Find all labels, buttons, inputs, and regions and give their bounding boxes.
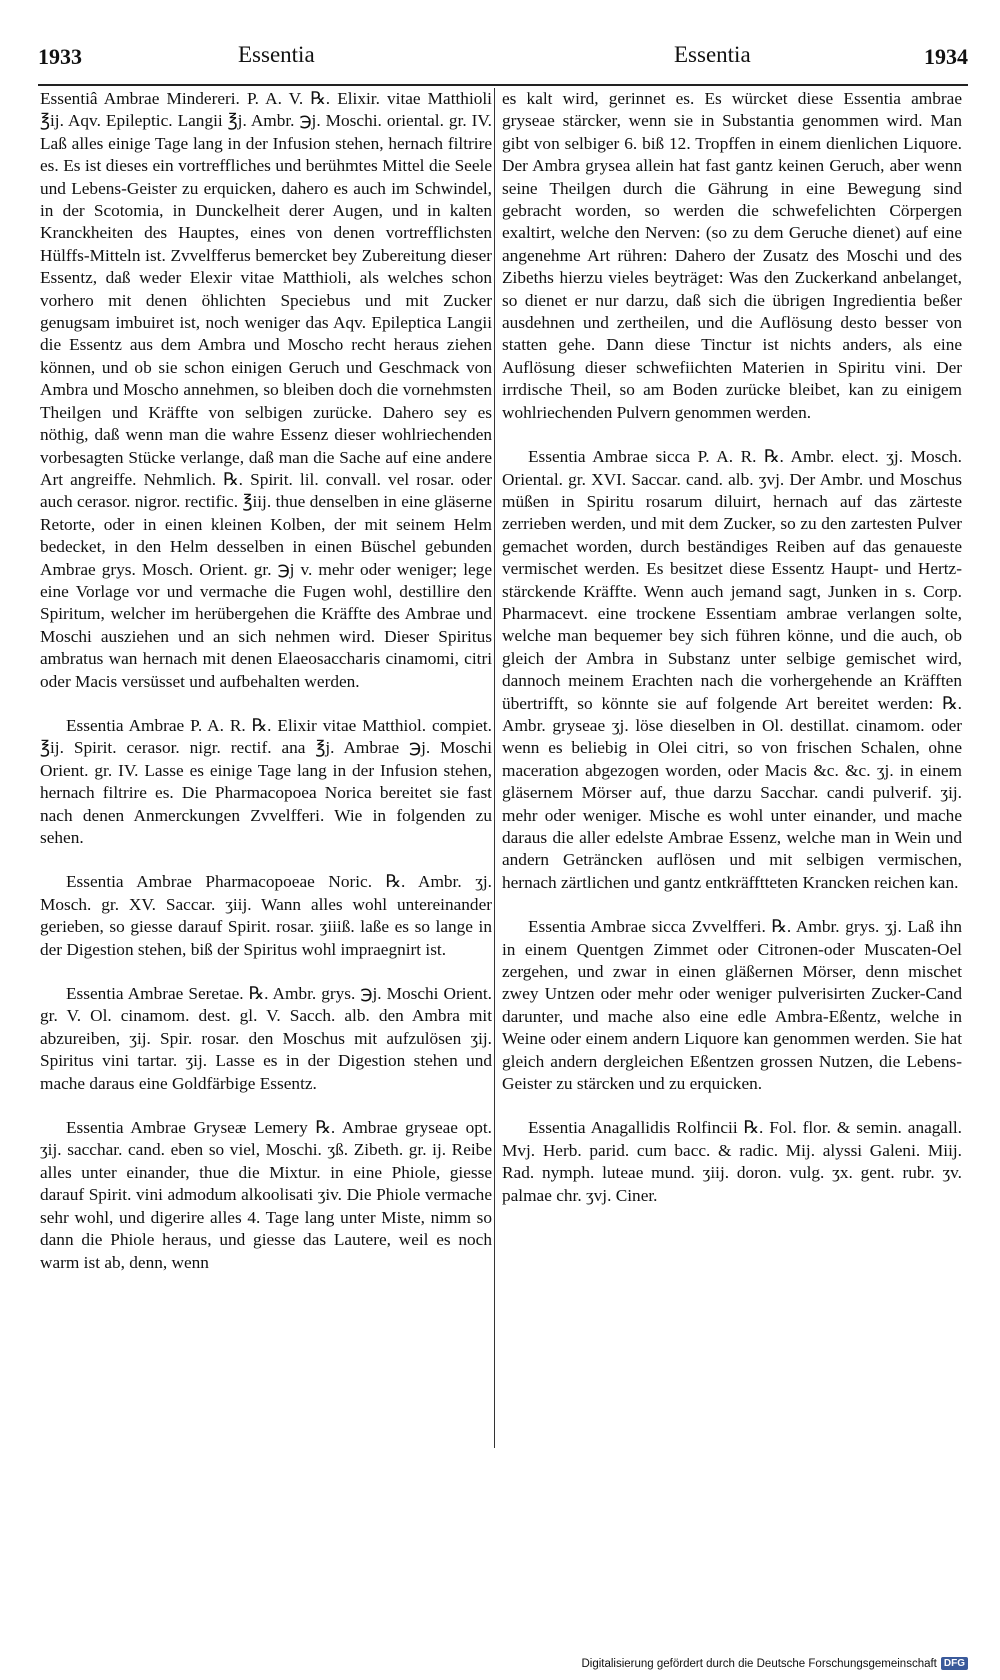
running-title-left: Essentia: [238, 42, 315, 67]
entry-paragraph: es kalt wird, gerinnet es. Es würcket diese Essentia ambrae gryseae stärcker, wenn sie in Substantia genommen wird. Man gibt von selbiger 6. biß 12. Tropffen in einem dienlichen Liquore. Der Ambra grysea allein hat fast gantz keinen Geruch, aber wenn seine Theilgen durch die Gährung in eine Bewegung sind gebracht worden, so werden die schwefelichten Cörpergen exaltirt, welche den Nerven: (so zu dem Geruche dienet) auf eine angenehme Art rühren: Dahero der Zusatz des Moschi und des Zibeths hierzu vieles beyträget: Was den Zuckerkand anbelanget, so dienet er nur darzu, daß sich die übrigen Ingredientia beßer ausdehnen und zertheilen, und die Auflösung desto besser von statten gehe. Dann diese Tinctur ist nichts anders, als eine Auflösung dieser schwefiichten Materien in Spiritu vini. Der irrdische Theil, so am Boden zurücke bleibet, kan zu einigem wohlriechenden Pulvern genommen werden.: [502, 89, 962, 422]
entry-paragraph: Essentia Anagallidis Rolfincii ℞. Fol. flor. & semin. anagall. Mvj. Herb. parid. cum bacc. & radic. Mij. alyssi Galeni. Miij. Rad. nymph. luteae mund. ʒiij. doron. vulg. ʒx. gent. rubr. ʒv. palmae chr. ʒvj. Ciner.: [502, 1118, 962, 1205]
left-column: [40, 88, 492, 1274]
page-number-right: 1934: [924, 44, 968, 69]
entry-paragraph: Essentiâ Ambrae Mindereri. P. A. V. ℞. Elixir. vitae Matthioli ℥ij. Aqv. Epileptic. Langii ℥j. Ambr. ℈j. Moschi. oriental. gr. IV. Laß alles einige Tage lang in der Infusion stehen, hernach filtrire es. Es ist dieses ein vortreffliches und berühmtes Mittel die Seele und Lebens-Geister zu erquicken, dahero es auch im Schwindel, in der Scotomia, in Dunckelheit derer Augen, und in kalten Kranckheiten des Hauptes, eines von denen vortrefflichsten Hülffs-Mitteln ist. Zvvelfferus bemercket bey Zubereitung dieser Essentz, daß weder Elexir vitae Matthioli, als welches schon vorhero mit denen öhlichten Speciebus und mit Zucker genugsam imbuiret ist, noch weniger das Aqv. Epileptica Langii die Essentz aus dem Ambra und Moscho recht heraus ziehen können, und ob sie schon einigen Geruch und Geschmack von Ambra und Moscho annehmen, so bleiben doch die vornehmsten Theilgen und Kräffte von selbigen zurücke. Dahero sey es nöthig, daß wenn man die wahre Essenz dieser wohlriechenden vorbesagten Stücke verlange, daß man die Sache auf eine andere Art angreiffe. Nehmlich. ℞. Spirit. lil. convall. vel rosar. oder auch cerasor. nigror. rectific. ℥iij. thue denselben in eine gläserne Retorte, oder in einen kleinen Kolben, der mit seinem Helm bedecket, in den Helm desselben in einen Büschel gebunden Ambrae grys. Mosch. Orient. gr. ℈j v. mehr oder weniger; lege eine Vorlage vor und vermache die Fugen wohl, destillire den Spiritum, welcher im herübergehen die Kräffte des Ambrae und Moschi ausziehen und an sich nehmen wird. Dieser Spiritus ambratus wan hernach mit denen Elaeosaccharis cinamomi, citri oder Macis versüsset und aufbehalten werden.: [40, 89, 492, 691]
page-header: [38, 40, 968, 80]
header-rule: [38, 84, 968, 86]
digitization-credit: [581, 1657, 968, 1670]
credit-text: Digitalisierung gefördert durch die Deutsche Forschungsgemeinschaft: [581, 1657, 937, 1670]
entry-paragraph: Essentia Ambrae Pharmacopoeae Noric. ℞. Ambr. ʒj. Mosch. gr. XV. Saccar. ʒiij. Wann alles wohl untereinander gerieben, so giesse darauf Spirit. rosar. ʒiiiß. laße es so lange in der Digestion stehen, biß der Spiritus wohl impraegnirt ist.: [40, 872, 492, 959]
running-title-right: Essentia: [674, 42, 751, 67]
dfg-logo: DFG: [941, 1657, 968, 1670]
entry-paragraph: Essentia Ambrae sicca P. A. R. ℞. Ambr. elect. ʒj. Mosch. Oriental. gr. XVI. Saccar. cand. alb. ʒvj. Der Ambr. und Moschus müßen in Spiritu rosarum diluirt, hernach auf das zärteste zerrieben werden, und mit dem Zucker, so zu den zartesten Pulver gemachet worden, durch beständiges Reiben auf das genaueste vermischet werden. Es besitzet diese Essentz Haupt- und Hertz-stärckende Kräffte. Wenn auch jemand sagt, Junken in s. Corp. Pharmacevt. eine trockene Essentiam ambrae verlangen solte, welche man bequemer bey sich führen könne, und die auch, ob gleich der Ambra in Substanz unter selbige gemischet wird, dannoch meinem Erachten nach die vorhergehende an Kräfften übertrifft, so könnte sie auf folgende Art bereitet werden: ℞. Ambr. gryseae ʒj. löse dieselben in Ol. destillat. cinamom. oder wenn es beliebig in Olei citri, so von frischen Schalen, ohne maceration abgezogen worden, oder Macis &c. &c. ʒj. in einem gläsernem Mörser auf, thue darzu Sacchar. candi pulverif. ʒij. mehr oder weniger. Mische es wohl unter einander, und mache daraus die aller edelste Ambrae Essenz, welche man in Wein und andern Geträncken auflösen und mit selbigen vermischen, hernach zärtlichen und gantz entkräfftteten Krancken reichen kan.: [502, 447, 962, 892]
right-column: [502, 88, 962, 1207]
entry-paragraph: Essentia Ambrae Seretae. ℞. Ambr. grys. ℈j. Moschi Orient. gr. V. Ol. cinamom. dest. gl. V. Sacch. alb. den Ambra mit abzureiben, ʒij. Spir. rosar. den Moschus mit aufzulösen ʒij. Spiritus vini tartar. ʒij. Lasse es in der Digestion stehen und mache daraus eine Goldfärbige Essentz.: [40, 984, 492, 1093]
entry-paragraph: Essentia Ambrae Gryseæ Lemery ℞. Ambrae gryseae opt. ʒij. sacchar. cand. eben so viel, Moschi. ʒß. Zibeth. gr. ij. Reibe alles unter einander, thue die Mixtur. in eine Phiole, giesse darauf Spirit. vini admodum alkoolisati ʒiv. Die Phiole vermache sehr wohl, und digerire alles 4. Tage lang unter Miste, nimm so dann die Phiole heraus, und giesse das Lautere, weil es noch warm ist ab, denn, wenn: [40, 1118, 492, 1272]
page-number-left: 1933: [38, 44, 82, 69]
column-divider: [494, 88, 495, 1448]
entry-paragraph: Essentia Ambrae P. A. R. ℞. Elixir vitae Matthiol. compiet. ℥ij. Spirit. cerasor. nigr. rectif. ana ℥j. Ambrae ℈j. Moschi Orient. gr. IV. Lasse es einige Tage lang in der Infusion stehen, hernach filtrire es. Die Pharmacopoea Norica bereitet sie fast nach denen Anmerckungen Zvvelfferi. Wie in folgenden zu sehen.: [40, 715, 492, 847]
entry-paragraph: Essentia Ambrae sicca Zvvelfferi. ℞. Ambr. grys. ʒj. Laß ihn in einem Quentgen Zimmet oder Citronen-oder Muscaten-Oel zergehen, und zwar in einen gläßernen Mörser, denn mischet zwey Untzen oder mehr oder weniger pulverisirten Zucker-Cand darunter, und mache also eine edle Ambra-Eßentz, welche in Weine oder einem andern Liquore kan genommen werden. Sie hat gleich andern dergleichen Eßentzen grossen Nutzen, die Lebens-Geister zu stärcken und zu erquicken.: [502, 917, 962, 1094]
